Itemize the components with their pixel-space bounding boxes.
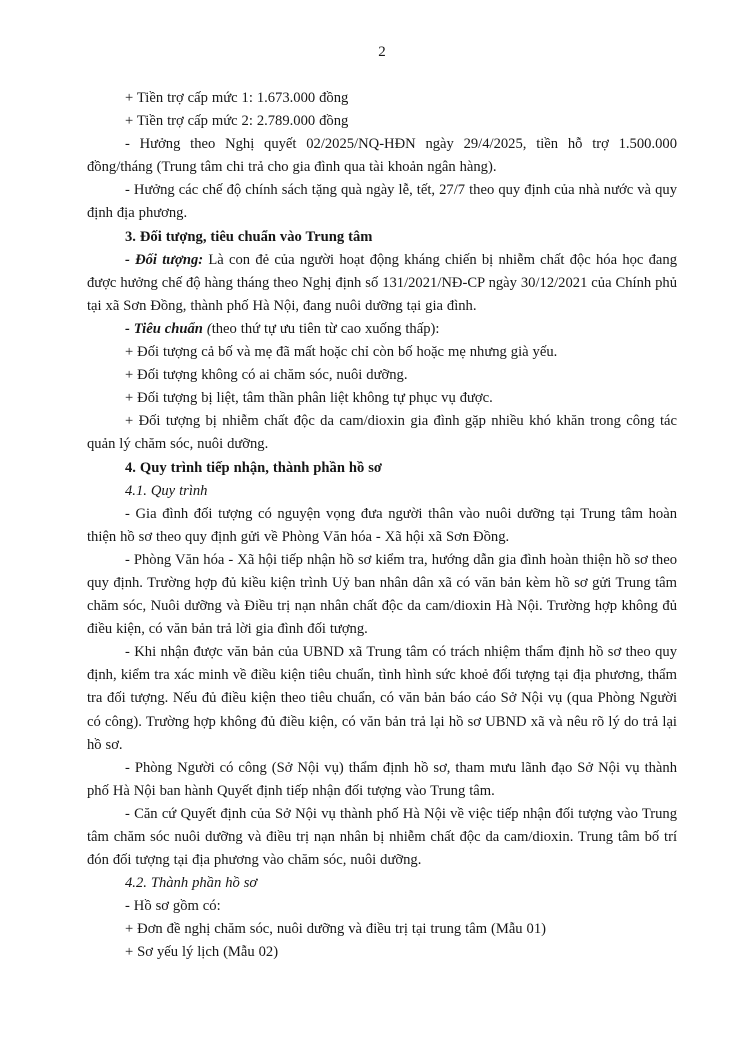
text-run: + Đối tượng bị nhiễm chất độc da cam/dioxin gia đình gặp nhiều khó khăn trong công tác quản lý chăm sóc, nuôi dưỡng. <box>87 413 677 453</box>
paragraph <box>87 641 677 756</box>
text-run: - Hồ sơ gồm có: <box>125 898 221 915</box>
text-run: Là con đẻ của người hoạt động kháng chiến bị nhiễm chất độc hóa học đang được hưởng chế độ hàng tháng theo Nghị định số 131/2021/NĐ-CP ngày 30/12/2021 của Chính phủ tại xã Sơn Đồng, thành phố Hà Nội, đang nuôi dưỡng tại gia đình. <box>87 251 678 314</box>
text-run: + Đơn đề nghị chăm sóc, nuôi dưỡng và điều trị tại trung tâm (Mẫu 01) <box>125 921 546 938</box>
paragraph <box>87 364 677 387</box>
paragraph <box>87 110 677 133</box>
paragraph <box>87 341 677 364</box>
text-run: - Hưởng các chế độ chính sách tặng quà ngày lễ, tết, 27/7 theo quy định của nhà nước và quy định địa phương. <box>87 182 677 222</box>
section-heading <box>87 226 677 249</box>
paragraph <box>87 179 677 225</box>
text-run: 4. Quy trình tiếp nhận, thành phần hồ sơ <box>125 459 382 476</box>
text-run: + Tiền trợ cấp mức 1: 1.673.000 đồng <box>125 90 349 106</box>
document-body <box>87 87 677 965</box>
paragraph <box>87 549 677 641</box>
paragraph <box>87 918 677 941</box>
paragraph <box>87 249 677 318</box>
text-run: + Đối tượng không có ai chăm sóc, nuôi dưỡng. <box>125 367 408 384</box>
text-run: ( <box>206 320 212 337</box>
paragraph <box>87 410 677 456</box>
text-run: - Hưởng theo Nghị quyết 02/2025/NQ-HĐN ngày 29/4/2025, tiền hỗ trợ 1.500.000 đồng/tháng (Trung tâm chi trả cho gia đình qua tài khoản ngân hàng). <box>87 136 677 176</box>
paragraph <box>87 133 677 179</box>
text-run: - Gia đình đối tượng có nguyện vọng đưa người thân vào nuôi dưỡng tại Trung tâm hoàn thiện hồ sơ theo quy định gửi về Phòng Văn hóa - Xã hội xã Sơn Đồng. <box>87 505 677 545</box>
paragraph <box>87 387 677 410</box>
text-run: - Căn cứ Quyết định của Sở Nội vụ thành phố Hà Nội về việc tiếp nhận đối tượng vào Trung tâm chăm sóc nuôi dưỡng và điều trị nạn nhân bị nhiễm chất độc da cam/dioxin. Trung tâm bố trí đón đối tượng tại địa phương vào chăm sóc, nuôi dưỡng. <box>87 805 677 869</box>
subsection-heading <box>87 480 677 503</box>
paragraph <box>87 503 677 549</box>
text-run: - Phòng Người có công (Sở Nội vụ) thẩm định hồ sơ, tham mưu lãnh đạo Sở Nội vụ thành phố Hà Nội ban hành Quyết định tiếp nhận đối tượng vào Trung tâm. <box>87 759 677 799</box>
text-run: - Đối tượng: <box>125 251 209 268</box>
paragraph <box>87 803 677 872</box>
page-number: 2 <box>378 44 386 60</box>
text-run: + Đối tượng bị liệt, tâm thần phân liệt không tự phục vụ được. <box>125 390 493 407</box>
text-run: 3. Đối tượng, tiêu chuẩn vào Trung tâm <box>125 228 373 245</box>
text-run: 4.2. Thành phần hồ sơ <box>125 875 258 892</box>
paragraph <box>87 757 677 803</box>
text-run: - Khi nhận được văn bản của UBND xã Trung tâm có trách nhiệm thẩm định hồ sơ theo quy định, kiểm tra xác minh về điều kiện tiêu chuẩn, tình hình sức khoẻ đối tượng tại địa phương, thẩm tra đối tượng. Nếu đủ điều kiện theo tiêu chuẩn, có văn bản báo cáo Sở Nội vụ (qua Phòng Người có công). Trường hợp không đủ điều kiện, có văn bản trả lại hồ sơ UBND xã và nêu rõ lý do trả lại hồ sơ. <box>87 644 677 753</box>
text-run: + Tiền trợ cấp mức 2: 2.789.000 đồng <box>125 113 349 130</box>
text-run: + Đối tượng cả bố và mẹ đã mất hoặc chỉ còn bố hoặc mẹ nhưng già yếu. <box>125 344 558 361</box>
text-run: - Phòng Văn hóa - Xã hội tiếp nhận hồ sơ kiểm tra, hướng dẫn gia đình hoàn thiện hồ sơ theo quy định. Trường hợp đủ kiều kiện trình Uỷ ban nhân dân xã có văn bản kèm hồ sơ gửi Trung tâm chăm sóc, Nuôi dưỡng và Điều trị nạn nhân chất độc da cam/dioxin Hà Nội. Trường hợp không đủ điều kiện, có văn bản trả lời gia đình đối tượng. <box>87 551 677 638</box>
text-run: - Tiêu chuẩn <box>125 320 207 337</box>
text-run: theo thứ tự ưu tiên từ cao xuống thấp): <box>211 320 440 337</box>
paragraph <box>87 941 677 964</box>
paragraph <box>87 318 677 341</box>
subsection-heading <box>87 872 677 895</box>
text-run: + Sơ yếu lý lịch (Mẫu 02) <box>125 944 279 961</box>
paragraph <box>87 87 677 110</box>
paragraph <box>87 895 677 918</box>
section-heading <box>87 457 677 480</box>
text-run: 4.1. Quy trình <box>125 482 208 499</box>
